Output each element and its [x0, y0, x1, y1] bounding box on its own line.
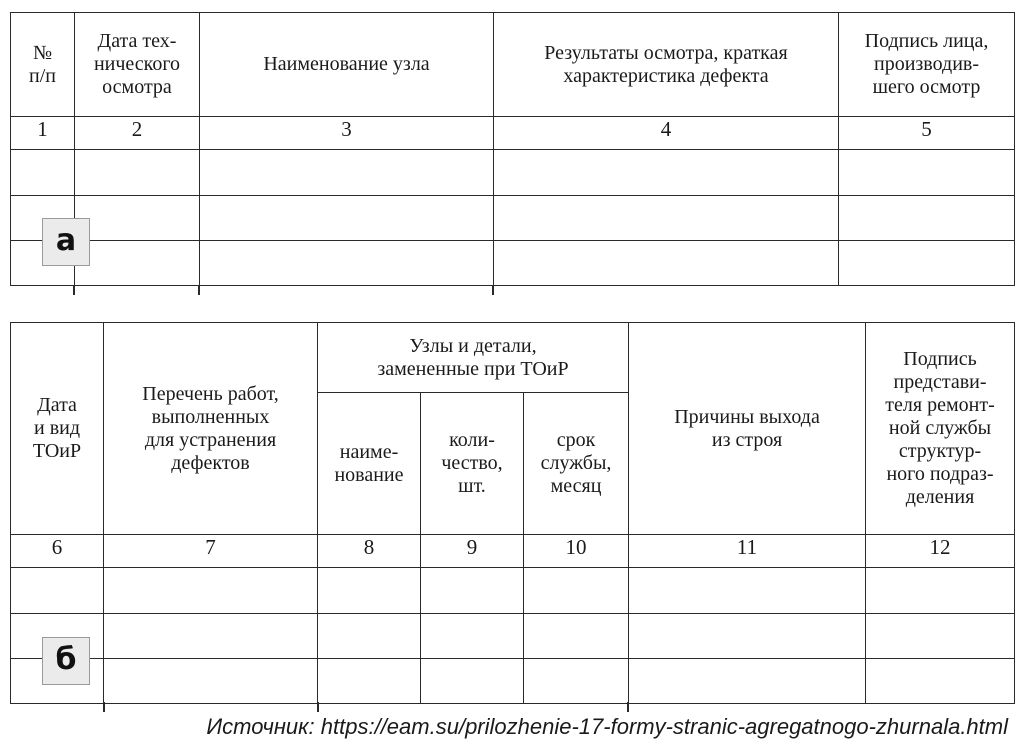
table-row: [11, 568, 1015, 614]
column-number: 10: [524, 535, 629, 568]
column-line-tail: [492, 285, 494, 295]
header-row: [11, 13, 1015, 117]
table-label-b: б: [42, 637, 90, 685]
header-cell-date-type: Дата и вид ТОиР: [11, 323, 104, 535]
column-number: 3: [200, 117, 494, 150]
header-cell-reasons: Причины выхода из строя: [629, 323, 866, 535]
header-cell-part-name: наиме- нование: [318, 393, 421, 535]
column-number: 2: [75, 117, 200, 150]
column-number: 1: [11, 117, 75, 150]
header-cell-signature: Подпись представи- теля ремонт- ной службы структур- ного подраз- деления: [866, 323, 1015, 535]
column-number: 8: [318, 535, 421, 568]
header-cell-number: № п/п: [11, 13, 75, 117]
column-number-row: [11, 535, 1015, 568]
table-label-a: а: [42, 218, 90, 266]
repair-table: [10, 322, 1015, 704]
header-cell-results: Результаты осмотра, краткая характеристика дефекта: [494, 13, 839, 117]
source-caption: Источник: https://eam.su/prilozhenie-17-formy-stranic-agregatnogo-zhurnala.html: [206, 714, 1008, 739]
header-cell-unit-name: Наименование узла: [200, 13, 494, 117]
column-line-tail: [627, 702, 629, 712]
column-number: 7: [104, 535, 318, 568]
column-number: 9: [421, 535, 524, 568]
column-number: 12: [866, 535, 1015, 568]
column-number: 6: [11, 535, 104, 568]
header-cell-inspection-date: Дата тех- нического осмотра: [75, 13, 200, 117]
column-line-tail: [198, 285, 200, 295]
column-number-row: [11, 117, 1015, 150]
column-line-tail: [73, 285, 75, 295]
column-number: 5: [839, 117, 1015, 150]
table-row: [11, 196, 1015, 241]
inspection-table: [10, 12, 1015, 286]
table-row: [11, 150, 1015, 196]
header-row: [11, 323, 1015, 393]
header-cell-service-life: срок службы, месяц: [524, 393, 629, 535]
table-row: [11, 614, 1015, 659]
column-number: 4: [494, 117, 839, 150]
column-line-tail: [317, 702, 319, 712]
header-cell-works: Перечень работ, выполненных для устранения дефектов: [104, 323, 318, 535]
table-row: [11, 659, 1015, 704]
column-number: 11: [629, 535, 866, 568]
column-line-tail: [103, 702, 105, 712]
header-cell-parts-group: Узлы и детали, замененные при ТОиР: [318, 323, 629, 393]
header-cell-signature: Подпись лица, производив- шего осмотр: [839, 13, 1015, 117]
header-cell-quantity: коли- чество, шт.: [421, 393, 524, 535]
table-row: [11, 241, 1015, 286]
